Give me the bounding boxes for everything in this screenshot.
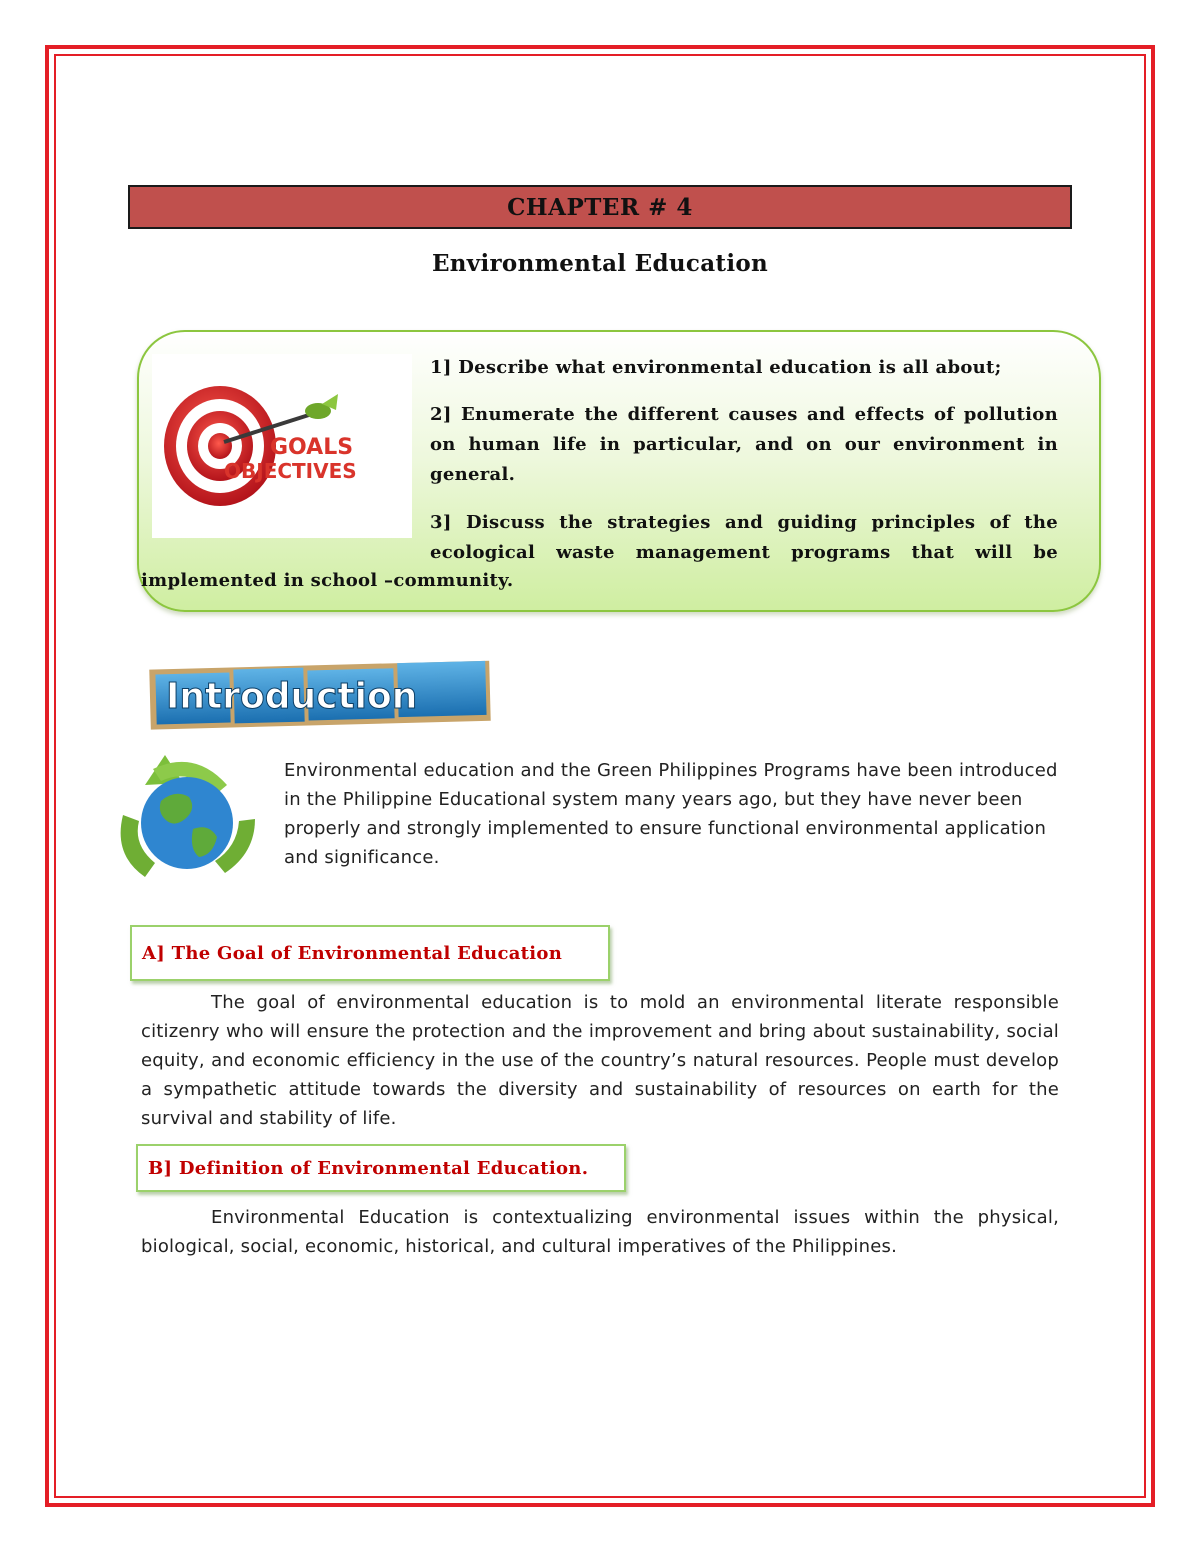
chapter-label: CHAPTER # 4 <box>507 193 693 221</box>
target-icon <box>152 354 412 538</box>
section-a-heading-text: A] The Goal of Environmental Education <box>142 942 563 964</box>
goals-word: GOALS <box>270 435 354 460</box>
section-a-paragraph: The goal of environmental education is to mold an environmental literate responsible citizenry who will ensure the protection and the improvement and bring about sustainability, social equity, and economic efficiency in the use of the country’s natural resources. People must develop a sympathetic attitude towards the diversity and sustainability of resources on earth for the survival and stability of life. <box>141 992 1059 1129</box>
section-a-heading <box>130 925 610 981</box>
recycle-globe-image <box>105 745 267 895</box>
objective-item-2: 2] Enumerate the different causes and effects of pollution on human life in particular, and on our environment in general. <box>430 404 1058 485</box>
chapter-banner <box>128 185 1072 229</box>
objective-item-3-continued: implemented in school –community. <box>141 570 514 591</box>
recycle-globe-icon <box>105 745 267 895</box>
introduction-banner-text: Introduction <box>166 676 418 717</box>
section-b-heading-text: B] Definition of Environmental Education. <box>148 1157 589 1179</box>
section-b-paragraph: Environmental Education is contextualizing environmental issues within the physical, biological, social, economic, historical, and cultural imperatives of the Philippines. <box>141 1207 1059 1257</box>
page-title: Environmental Education <box>431 250 769 277</box>
objective-item-1: 1] Describe what environmental education is all about; <box>430 357 1002 378</box>
goals-objectives-image <box>152 354 412 538</box>
section-b-heading <box>136 1144 626 1192</box>
objective-item-3: 3] Discuss the strategies and guiding principles of the ecological waste management programs that will be <box>430 512 1058 563</box>
introduction-banner-graphic <box>148 655 506 745</box>
introduction-banner <box>148 655 506 745</box>
objectives-word: OBJECTIVES <box>224 459 357 483</box>
introduction-paragraph: Environmental education and the Green Philippines Programs have been introduced in the Philippine Educational system many years ago, but they have never been properly and strongly implemented to ensure functional environmental application and significance. <box>284 760 1058 868</box>
